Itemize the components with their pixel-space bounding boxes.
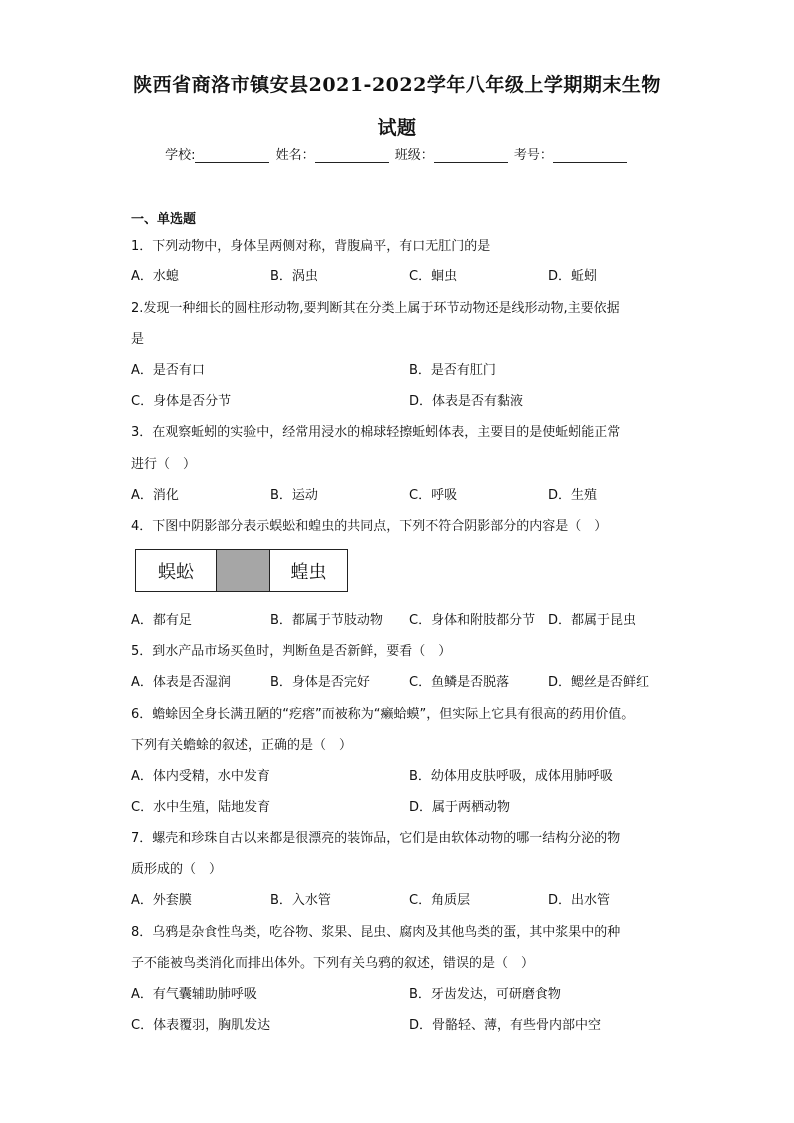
question-5-option-d: D．鳃丝是否鲜红 (548, 675, 650, 690)
question-6-text-cont: 下列有关蟾蜍的叙述，正确的是（ ） (131, 738, 353, 753)
figure-label-locust: 蝗虫 (290, 561, 327, 583)
question-6-option-a: A．体内受精，水中发育 (131, 769, 270, 784)
school-blank (195, 148, 269, 163)
question-6-option-d: D．属于两栖动物 (409, 800, 511, 815)
question-4-figure (135, 549, 348, 592)
question-6-option-b: B．幼体用皮肤呼吸，成体用肺呼吸 (409, 769, 613, 784)
exam-number-label: 考号： (513, 148, 553, 163)
question-1-text: 1．下列动物中，身体呈两侧对称，背腹扁平，有口无肛门的是 (131, 239, 491, 254)
class-label: 班级： (394, 148, 434, 163)
question-7-text-cont: 质形成的（ ） (131, 862, 223, 877)
question-7-option-b: B．入水管 (270, 893, 331, 908)
question-3-option-d: D．生殖 (548, 488, 598, 503)
question-5-option-c: C．鱼鳞是否脱落 (409, 675, 510, 690)
question-1-option-a: A．水螅 (131, 269, 179, 284)
question-4-option-b: B．都属于节肢动物 (270, 613, 383, 628)
question-8-option-a: A．有气囊辅助肺呼吸 (131, 987, 257, 1002)
student-info-row (0, 144, 794, 163)
question-7-text: 7．螺壳和珍珠自古以来都是很漂亮的装饰品，它们是由软体动物的哪一结构分泌的物 (131, 831, 621, 846)
page-title-line1: 陕西省商洛市镇安县2021-2022学年八年级上学期期末生物 (133, 74, 661, 96)
question-3-text-cont: 进行（ ） (131, 457, 197, 472)
question-6-text: 6．蟾蜍因全身长满丑陋的“疙瘩”而被称为“癞蛤蟆”，但实际上它具有很高的药用价值。 (131, 707, 635, 722)
question-4-text: 4．下图中阴影部分表示蜈蚣和蝗虫的共同点，下列不符合阴影部分的内容是（ ） (131, 519, 608, 534)
question-5-option-b: B．身体是否完好 (270, 675, 370, 690)
question-3-option-b: B．运动 (270, 488, 318, 503)
name-blank (315, 148, 389, 163)
question-7-option-c: C．角质层 (409, 893, 471, 908)
question-4-option-c: C．身体和附肢都分节 (409, 613, 536, 628)
question-4-option-d: D．都属于昆虫 (548, 613, 637, 628)
question-2-option-a: A．是否有口 (131, 363, 205, 378)
figure-shaded-overlap (217, 550, 270, 591)
question-5-text: 5．到水产品市场买鱼时，判断鱼是否新鲜，要看（ ） (131, 644, 452, 659)
class-blank (434, 148, 508, 163)
question-3-option-a: A．消化 (131, 488, 179, 503)
name-label: 姓名： (275, 148, 315, 163)
question-2-option-c: C．身体是否分节 (131, 394, 232, 409)
question-7-option-d: D．出水管 (548, 893, 611, 908)
question-2-text-cont: 是 (131, 332, 145, 347)
question-8-option-b: B．牙齿发达，可研磨食物 (409, 987, 561, 1002)
question-2-option-d: D．体表是否有黏液 (409, 394, 524, 409)
section-title: 一、单选题 (131, 212, 197, 227)
school-label: 学校: (165, 148, 196, 163)
exam-number-blank (553, 148, 627, 163)
question-1-option-b: B．涡虫 (270, 269, 318, 284)
figure-label-centipede: 蜈蚣 (136, 550, 217, 591)
question-1-option-d: D．蚯蚓 (548, 269, 598, 284)
question-4-option-a: A．都有足 (131, 613, 192, 628)
question-8-option-c: C．体表覆羽，胸肌发达 (131, 1018, 271, 1033)
question-8-text-cont: 子不能被鸟类消化而排出体外。下列有关乌鸦的叙述，错误的是（ ） (131, 956, 535, 971)
question-5-option-a: A．体表是否湿润 (131, 675, 231, 690)
question-7-option-a: A．外套膜 (131, 893, 192, 908)
question-3-text: 3．在观察蚯蚓的实验中，经常用浸水的棉球轻擦蚯蚓体表，主要目的是使蚯蚓能正常 (131, 425, 621, 440)
question-2-option-b: B．是否有肛门 (409, 363, 496, 378)
question-3-option-c: C．呼吸 (409, 488, 458, 503)
page-title-line2: 试题 (377, 117, 417, 139)
question-6-option-c: C．水中生殖，陆地发育 (131, 800, 271, 815)
question-8-option-d: D．骨骼轻、薄，有些骨内部中空 (409, 1018, 602, 1033)
question-8-text: 8．乌鸦是杂食性鸟类，吃谷物、浆果、昆虫、腐肉及其他鸟类的蛋，其中浆果中的种 (131, 925, 621, 940)
question-1-option-c: C．蛔虫 (409, 269, 458, 284)
question-2-text: 2.发现一种细长的圆柱形动物,要判断其在分类上属于环节动物还是线形动物,主要依据 (131, 301, 620, 316)
